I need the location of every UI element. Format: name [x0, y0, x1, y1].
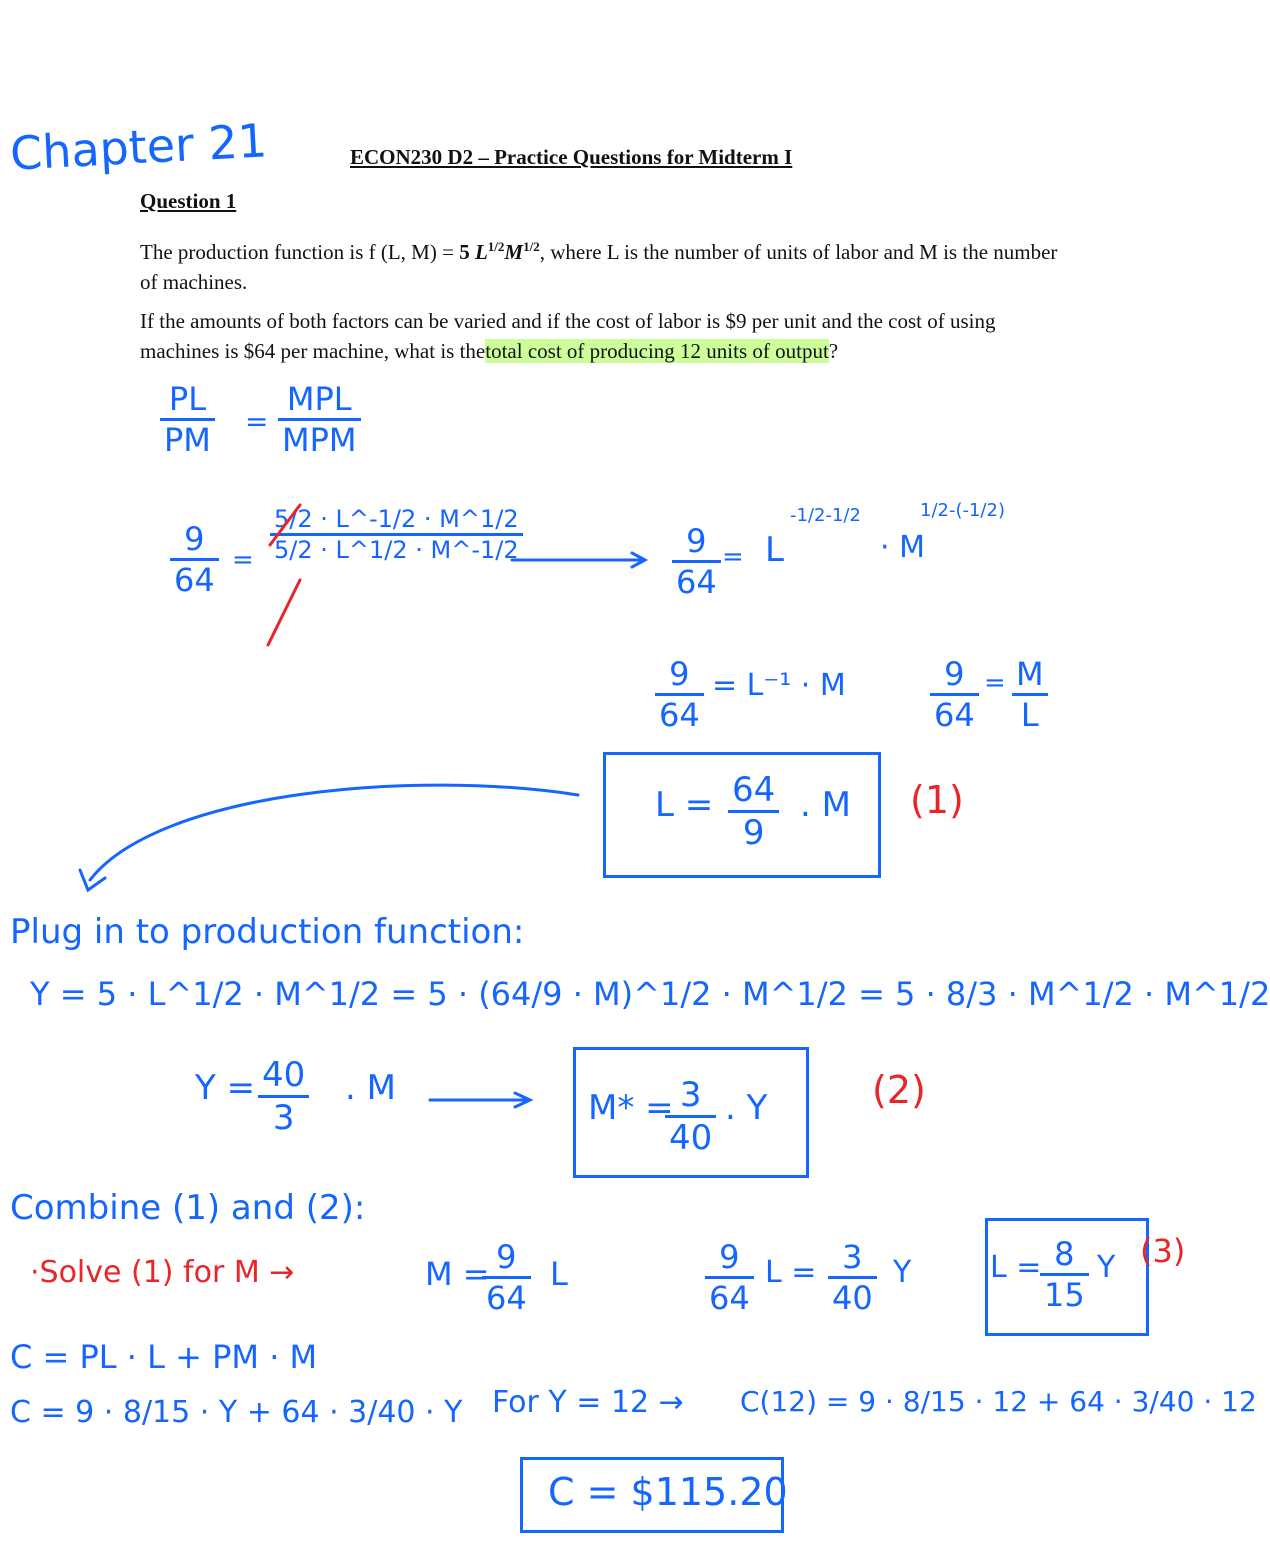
box3-den: 15 [1044, 1276, 1085, 1314]
combo-right-den: 40 [832, 1279, 873, 1317]
p1-coef: 5 [459, 240, 475, 264]
box1-den: 9 [742, 813, 765, 853]
p1-L: L [474, 240, 488, 264]
for-y: For Y = 12 → [492, 1385, 684, 1420]
box2-left: M* = [588, 1088, 674, 1128]
mp-den: 5/2 · L^1/2 · M^-1/2 [274, 536, 519, 564]
box3-left: L = [990, 1250, 1042, 1285]
box1-left: L = [655, 785, 714, 825]
ratio-den-right: MPM [282, 421, 357, 459]
document-title: ECON230 D2 – Practice Questions for Midterm I [350, 145, 793, 169]
combo-right-num: 3 [828, 1238, 877, 1279]
m-eq-left: M = [425, 1255, 490, 1293]
box2-right: . Y [725, 1088, 768, 1128]
nine-3: 9 [655, 655, 704, 696]
curved-arrow-head [80, 870, 105, 890]
label-3: (3) [1140, 1232, 1186, 1270]
sixty-four-2: 64 [676, 563, 717, 601]
nine-1: 9 [170, 520, 219, 561]
plug-heading: Plug in to production function: [10, 912, 525, 952]
eq-sign-2: = [232, 545, 254, 575]
p2-before: If the amounts of both factors can be varied and if the cost of labor is $9 per unit and the cost of using machines is $64 per machine, what is the [140, 309, 996, 363]
y-line-2-den: 3 [272, 1098, 295, 1138]
ratio-den-left: PM [164, 421, 211, 459]
ratio-num-right: MPL [278, 380, 361, 421]
combine-heading: Combine (1) and (2): [10, 1188, 366, 1228]
question-heading: Question 1 [140, 189, 237, 213]
cost-line-2: C = 9 · 8/15 · Y + 64 · 3/40 · Y [10, 1395, 463, 1430]
nine-4: 9 [930, 655, 979, 696]
cost-line-1: C = PL · L + PM · M [10, 1338, 318, 1376]
combo-left-den: 64 [709, 1279, 750, 1317]
m-eq-right: L [550, 1255, 568, 1293]
sixty-four-1: 64 [174, 561, 215, 599]
cost-at-12: C(12) = 9 · 8/15 · 12 + 64 · 3/40 · 12 [740, 1385, 1257, 1418]
label-2: (2) [872, 1068, 926, 1112]
eq-sign-1: = [245, 405, 269, 438]
m-eq-den: 64 [486, 1279, 527, 1317]
y-line-2-num: 40 [258, 1055, 309, 1098]
sixty-four-4: 64 [934, 696, 975, 734]
p1-L-exp: 1/2 [487, 239, 505, 254]
p1-M-exp: 1/2 [523, 239, 540, 254]
simplified-L-exp: -1/2-1/2 [790, 505, 861, 526]
sixty-four-3: 64 [659, 696, 700, 734]
chapter-note: Chapter 21 [8, 113, 269, 181]
box3-num: 8 [1040, 1235, 1089, 1276]
box1-num: 64 [728, 770, 779, 813]
step3-expr: = L⁻¹ · M [712, 668, 846, 703]
eq-sign-3: = [722, 542, 744, 572]
simplified-L: L [765, 530, 784, 570]
simplified-M-exp: 1/2-(-1/2) [920, 500, 1005, 521]
combo-right: Y [893, 1255, 912, 1290]
eq-sign-4: = [984, 668, 1006, 698]
p2-after: ? [828, 339, 839, 363]
label-1: (1) [910, 778, 964, 822]
ratio-num-left: PL [160, 380, 215, 421]
box2-num: 3 [665, 1075, 716, 1118]
solve-note: ·Solve (1) for M → [30, 1255, 295, 1290]
y-line-2-left: Y = [195, 1068, 256, 1108]
curved-arrow [90, 785, 578, 880]
simplified-M: · M [880, 530, 925, 565]
highlighted-phrase: total cost of producing 12 units of output [485, 339, 829, 363]
combo-mid: L = [765, 1255, 817, 1290]
strike-bottom [268, 580, 300, 645]
step3-l: L [1020, 696, 1039, 734]
final-answer: C = $115.20 [548, 1470, 788, 1514]
step3-m: M [1012, 655, 1048, 696]
combo-left-num: 9 [705, 1238, 754, 1279]
p1-before: The production function is f (L, M) = [140, 240, 460, 264]
box2-den: 40 [669, 1118, 713, 1158]
p1-M: M [504, 240, 524, 264]
mp-num: 5/2 · L^-1/2 · M^1/2 [270, 505, 523, 536]
p1-after: , where L is the number of units of labor and M is the number of machines. [140, 240, 1058, 294]
m-eq-num: 9 [482, 1238, 531, 1279]
box1-right: . M [800, 785, 851, 825]
strike-top [270, 505, 300, 545]
y-line-2-right: . M [345, 1068, 396, 1108]
box3-right: Y [1097, 1250, 1116, 1285]
nine-2: 9 [672, 522, 721, 563]
y-line-1: Y = 5 · L^1/2 · M^1/2 = 5 · (64/9 · M)^1/2 · M^1/2 = 5 · 8/3 · M^1/2 · M^1/2 [30, 975, 1270, 1013]
